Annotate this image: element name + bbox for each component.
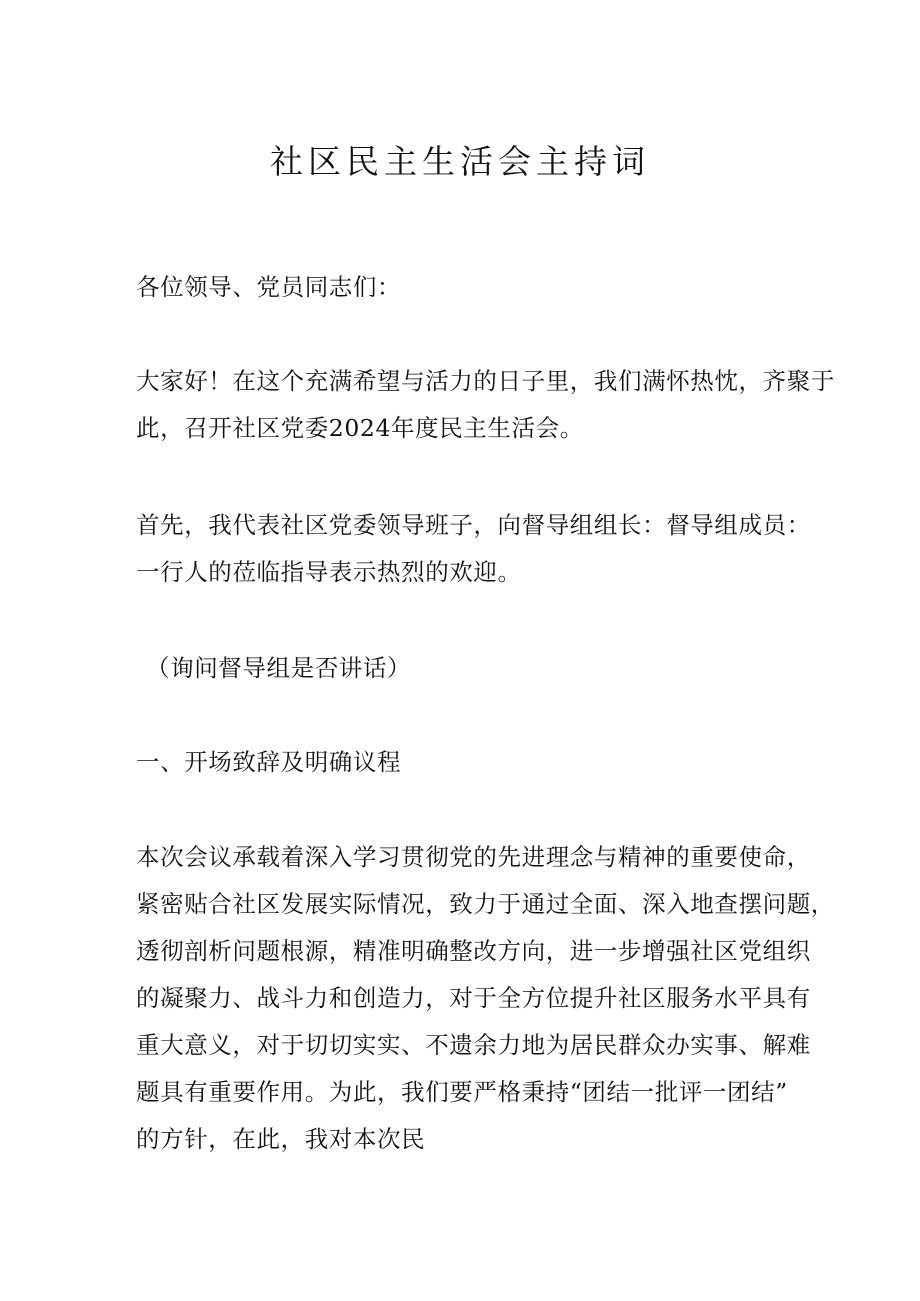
section-body-paragraph <box>136 834 835 1163</box>
salutation-text: 各位领导、党员同志们： <box>136 273 402 301</box>
greeting-line: 大家好！在这个充满希望与活力的日子里，我们满怀热忱，齐聚于 <box>136 367 835 395</box>
welcome-paragraph <box>136 502 816 596</box>
inquiry-text: （询问督导组是否讲话） <box>146 654 412 682</box>
body-line: 的凝聚力、战斗力和创造力，对于全方位提升社区服务水平具有 <box>136 984 811 1012</box>
body-line: 重大意义，对于切切实实、不遗余力地为居民群众办实事、解难 <box>136 1031 811 1059</box>
document-title: 社区民主生活会主持词 <box>270 142 650 181</box>
greeting-line: 此，召开社区党委2024年度民主生活会。 <box>136 414 584 442</box>
section-heading <box>136 739 816 786</box>
body-line: 本次会议承载着深入学习贯彻党的先进理念与精神的重要使命， <box>136 843 811 871</box>
section-heading-text: 一、开场致辞及明确议程 <box>136 748 402 776</box>
body-line: 的方针，在此，我对本次民 <box>136 1125 426 1153</box>
body-line: 题具有重要作用。为此，我们要严格秉持“团结一批评一团结” <box>136 1078 788 1106</box>
inquiry-note <box>146 645 826 692</box>
body-line: 透彻剖析问题根源，精准明确整改方向，进一步增强社区党组织 <box>136 937 811 965</box>
greeting-paragraph <box>136 358 835 452</box>
body-line: 紧密贴合社区发展实际情况，致力于通过全面、深入地查摆问题， <box>136 890 835 918</box>
welcome-line: 一行人的莅临指导表示热烈的欢迎。 <box>136 558 522 586</box>
salutation-paragraph <box>136 264 816 311</box>
welcome-line: 首先，我代表社区党委领导班子，向督导组组长：督导组成员： <box>136 511 811 539</box>
